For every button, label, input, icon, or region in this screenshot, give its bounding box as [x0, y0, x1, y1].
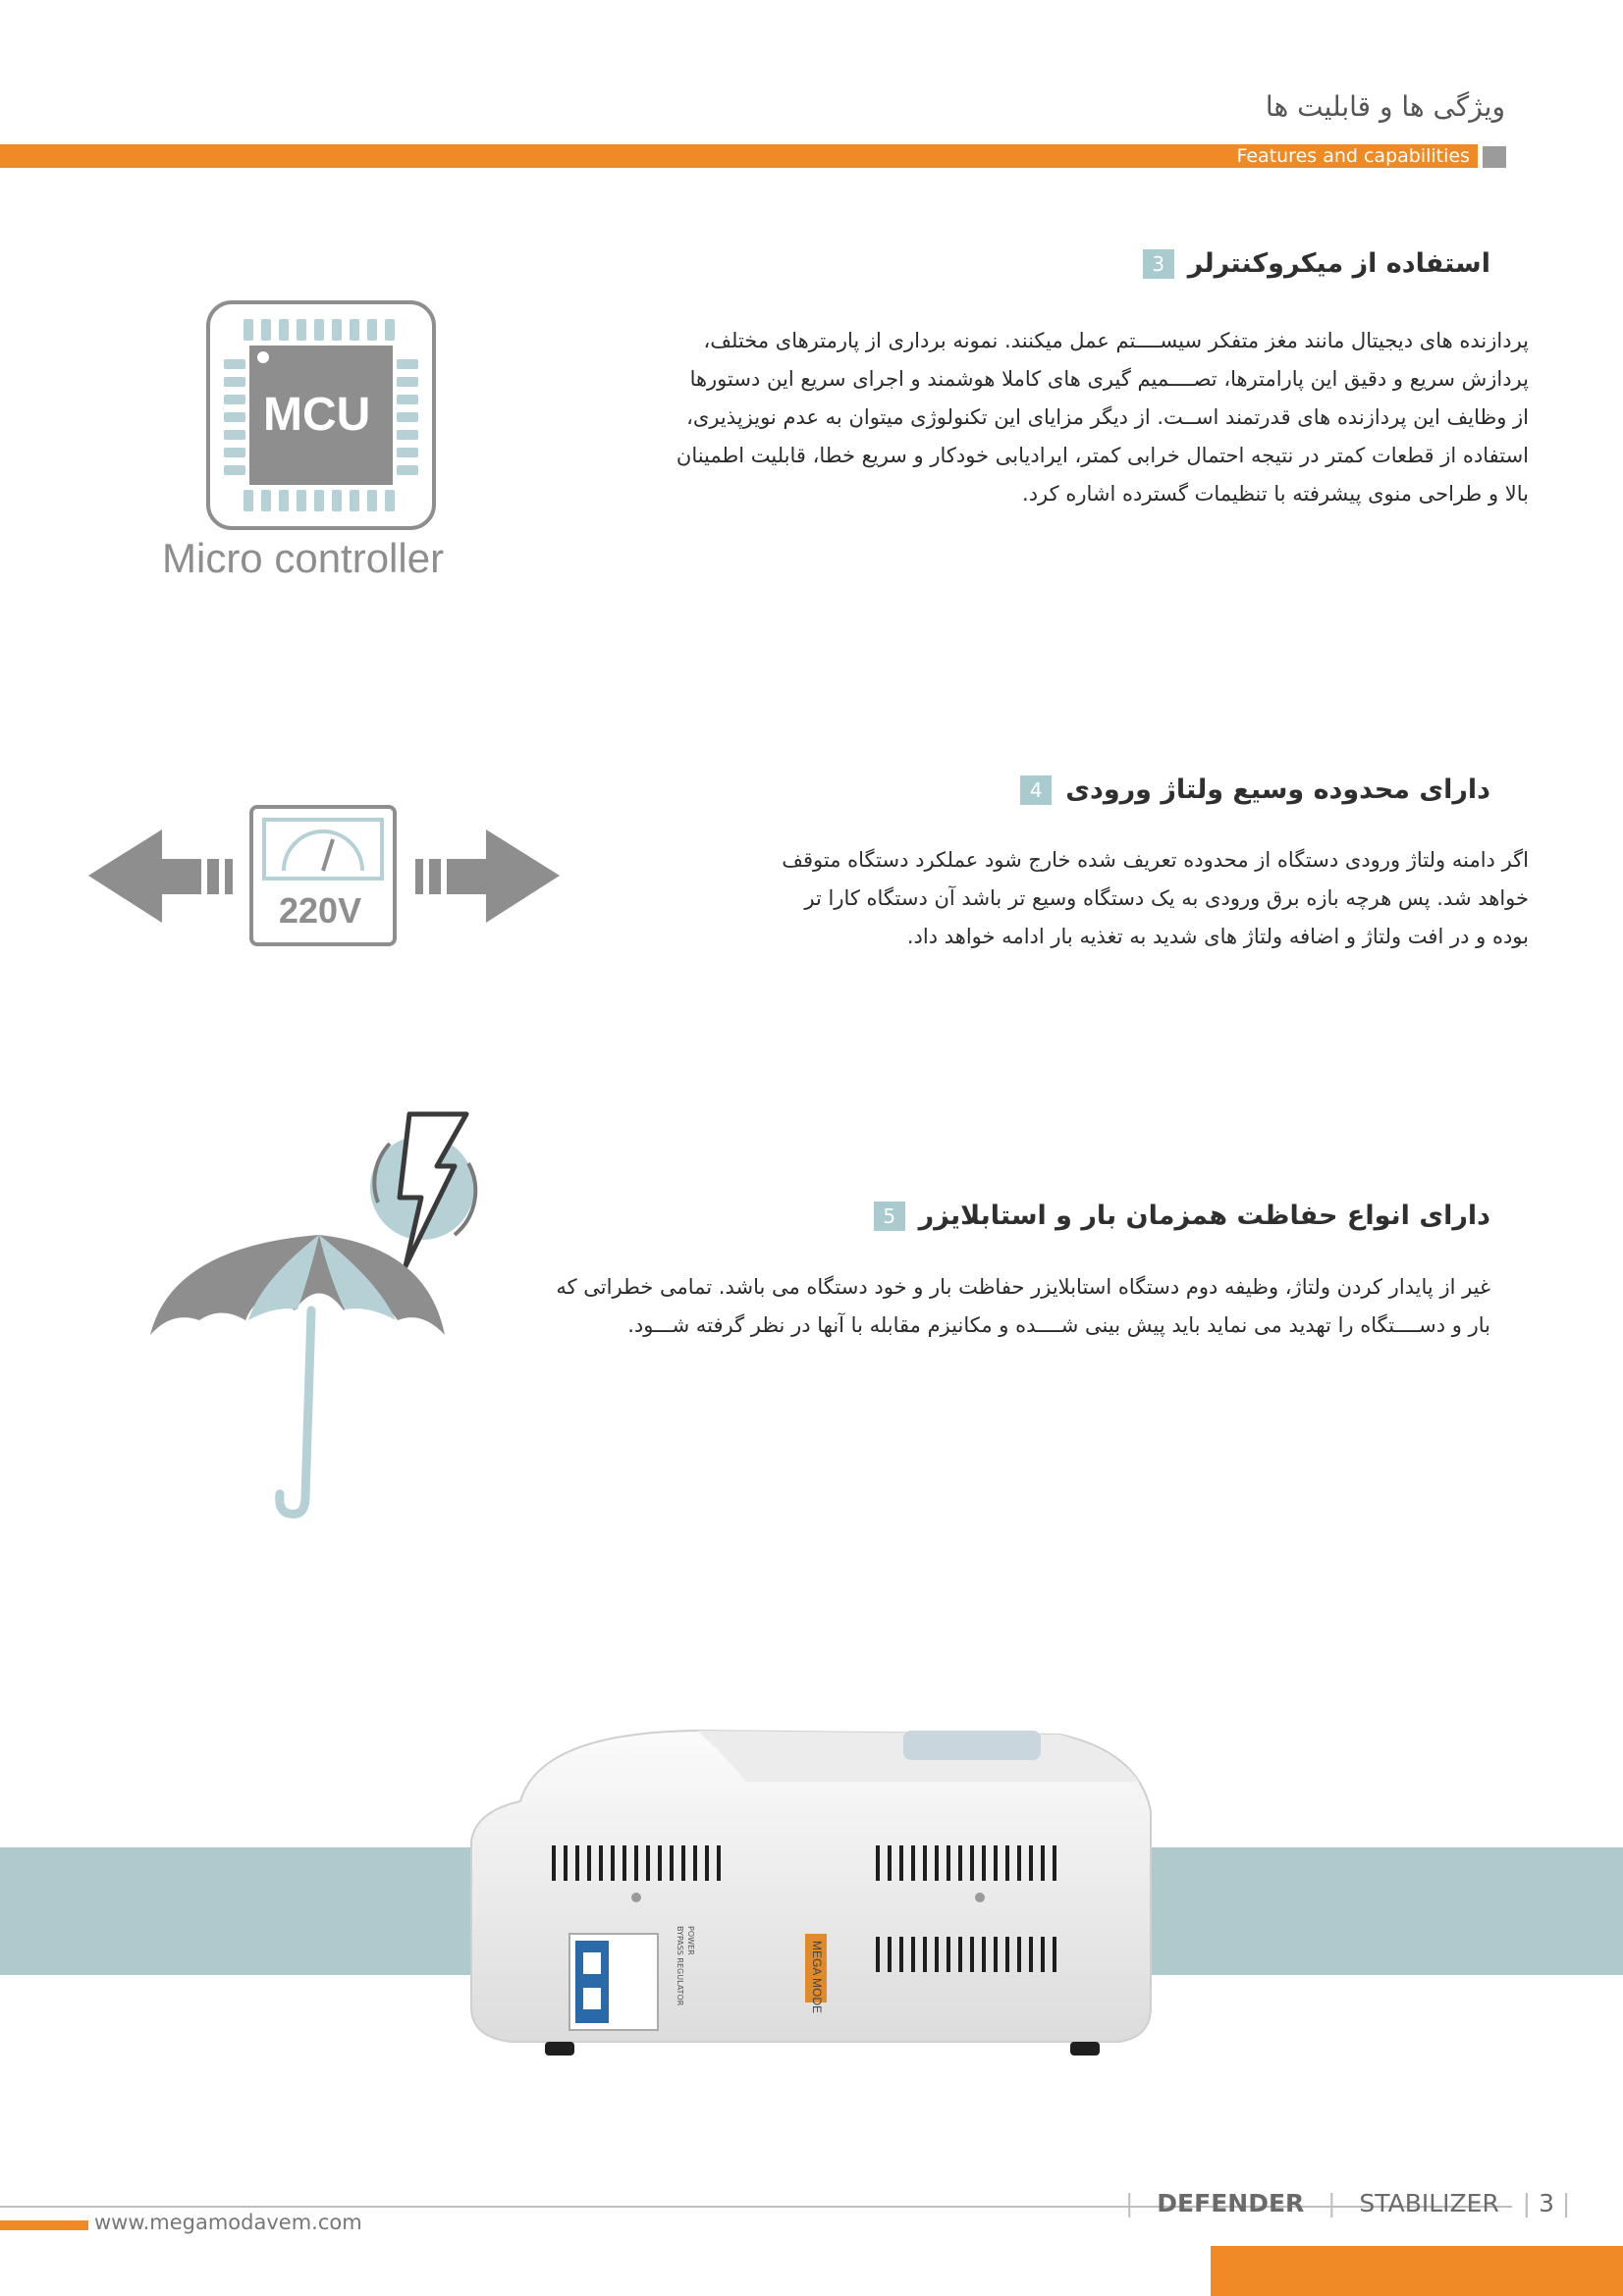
paragraph-line: بالا و طراحی منوی پیشرفته با تنظیمات گسترده اشاره کرد. — [1022, 482, 1529, 506]
svg-text:MEGA MODE: MEGA MODE — [810, 1941, 824, 2014]
header-title: ویژگی ها و قابلیت ها — [1265, 90, 1505, 123]
paragraph-line: خواهد شد. پس هرچه بازه برق ورودی به یک دستگاه وسیع تر باشد آن دستگاه کارا تر — [804, 886, 1529, 910]
section-5-heading — [874, 1201, 1490, 1231]
voltage-range-icon — [83, 800, 565, 957]
footer-brand-defender: DEFENDER — [1157, 2189, 1305, 2217]
section-number: 4 — [1020, 775, 1052, 805]
paragraph-line: استفاده از قطعات کمتر در نتیجه احتمال خرابی کمتر، ایرادیابی خودکار و سریع خطا، قابلیت اطمینان — [676, 444, 1529, 467]
page-number: 3 — [1539, 2189, 1554, 2217]
header-gray-square — [1483, 146, 1506, 168]
header-subtitle: Features and capabilities — [1236, 145, 1470, 167]
footer-brand-stabilizer: STABILIZER — [1359, 2189, 1499, 2217]
section-number: 3 — [1143, 249, 1174, 279]
paragraph-line: غیر از پایدار کردن ولتاژ، وظیفه دوم دستگاه استابلایزر حفاظت بار و خود دستگاه می باشد. تمامی خطراتی که — [556, 1275, 1490, 1299]
footer-orange-accent-right — [1211, 2246, 1623, 2296]
section-4-heading — [1020, 774, 1490, 805]
paragraph-line: از وظایف این پردازنده های قدرتمند اســت. از دیگر مزایای این تکنولوژی میتوان به عدم نویزپذیری، — [686, 405, 1529, 429]
voltage-label: 220V — [279, 890, 362, 931]
paragraph-line: پردازش سریع و دقیق این پارامترها، تصــــمیم گیری های کاملا هوشمند و اجرای سریع این دستورها — [689, 367, 1529, 391]
stabilizer-device-image — [452, 1713, 1188, 2076]
device-bypass-label: BYPASS REGULATOR — [676, 1926, 684, 2006]
mcu-caption: Micro controller — [162, 535, 445, 581]
umbrella-protection-icon — [142, 1109, 535, 1522]
paragraph-line: بار و دســــتگاه را تهدید می نماید باید پیش بینی شــــده و مکانیزم مقابله با آنها در نظر گرفته شـــود. — [627, 1313, 1490, 1337]
section-5-paragraph — [410, 1268, 1490, 1345]
section-number: 5 — [874, 1201, 905, 1231]
device-power-label: POWER — [686, 1926, 695, 1955]
section-title: استفاده از میکروکنترلر — [1187, 248, 1490, 279]
section-title: دارای انواع حفاظت همزمان بار و استابلایزر — [918, 1201, 1490, 1231]
mcu-label: MCU — [263, 389, 371, 441]
section-4-paragraph — [694, 841, 1529, 956]
paragraph-line: اگر دامنه ولتاژ ورودی دستگاه از محدوده تعریف شده خارج شود عملکرد دستگاه متوقف — [782, 848, 1529, 872]
paragraph-line: بوده و در افت ولتاژ و اضافه ولتاژ های شدید به تغذیه بار ادامه خواهد داد. — [906, 925, 1529, 948]
footer-brand: | DEFENDER | STABILIZER | 3 | — [1125, 2189, 1571, 2217]
section-title: دارای محدوده وسیع ولتاژ ورودی — [1065, 774, 1490, 805]
section-3-heading — [1143, 248, 1490, 279]
footer-website-link[interactable]: www.megamodavem.com — [94, 2211, 362, 2234]
footer-orange-accent-left — [0, 2220, 88, 2230]
section-3-paragraph — [547, 322, 1529, 513]
paragraph-line: پردازنده های دیجیتال مانند مغز متفکر سیســــتم عمل میکنند. نمونه برداری از پارمترهای مختلف، — [703, 329, 1529, 352]
